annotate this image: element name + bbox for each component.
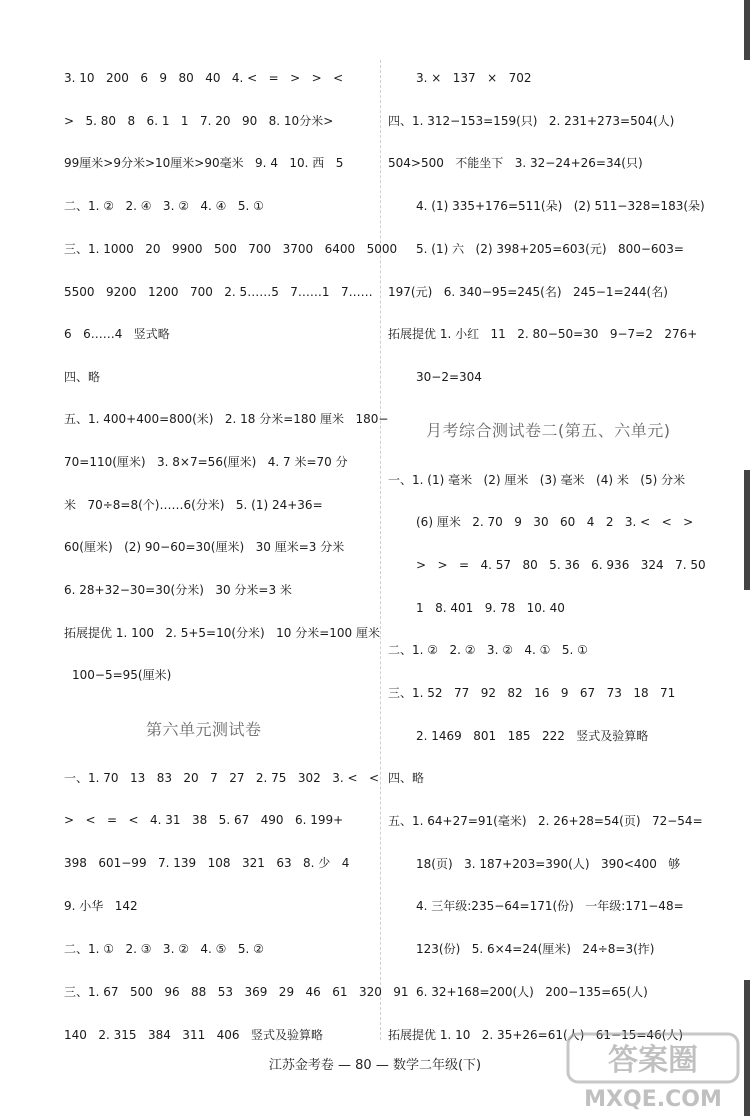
answer-line: 一、1. 70 13 83 20 7 27 2. 75 302 3. < <	[64, 771, 380, 785]
answer-line: 18(页) 3. 187+203=390(人) 390<400 够	[416, 857, 681, 871]
answer-line: 197(元) 6. 340−95=245(名) 245−1=244(名)	[388, 285, 668, 299]
answer-line: 四、略	[388, 771, 425, 785]
answer-line: 4. (1) 335+176=511(朵) (2) 511−328=183(朵)	[416, 199, 705, 213]
answer-line: 米 70÷8=8(个)……6(分米) 5. (1) 24+36=	[64, 498, 323, 512]
answer-line: 2. 1469 801 185 222 竖式及验算略	[416, 729, 649, 743]
answer-line: (6) 厘米 2. 70 9 30 60 4 2 3. < < >	[416, 515, 694, 529]
answer-line: 70=110(厘米) 3. 8×7=56(厘米) 4. 7 米=70 分	[64, 455, 348, 469]
answer-line: 拓展提优 1. 小红 11 2. 80−50=30 9−7=2 276+	[388, 327, 698, 341]
answer-line: 5500 9200 1200 700 2. 5……5 7……1 7……	[64, 285, 373, 299]
answer-line: 6. 32+168=200(人) 200−135=65(人)	[416, 985, 648, 999]
answer-line: 6. 28+32−30=30(分米) 30 分米=3 米	[64, 583, 292, 597]
answer-line: 4. 三年级:235−64=171(份) 一年级:171−48=	[416, 899, 684, 913]
answer-line: 拓展提优 1. 100 2. 5+5=10(分米) 10 分米=100 厘米	[64, 626, 381, 640]
answer-line: 四、略	[64, 370, 101, 384]
answer-line: 504>500 不能坐下 3. 32−24+26=34(只)	[388, 156, 643, 170]
column-divider	[380, 60, 381, 1040]
answer-line: 30−2=304	[416, 370, 482, 384]
answer-line: > 5. 80 8 6. 1 1 7. 20 90 8. 10分米>	[64, 114, 334, 128]
answer-line: 五、1. 64+27=91(毫米) 2. 26+28=54(页) 72−54=	[388, 814, 703, 828]
footer-text: 江苏金考卷 — 80 — 数学二年级(下)	[268, 1058, 482, 1073]
answer-line: 五、1. 400+400=800(米) 2. 18 分米=180 厘米 180−	[64, 412, 389, 426]
page-edge-mark	[744, 980, 750, 1116]
page-edge-mark	[744, 470, 750, 590]
watermark-logo	[564, 1028, 742, 1114]
answer-line: 三、1. 67 500 96 88 53 369 29 46 61 320 91	[64, 985, 409, 999]
answer-line: 9. 小华 142	[64, 899, 138, 913]
answer-line: 二、1. ① 2. ③ 3. ② 4. ⑤ 5. ②	[64, 942, 264, 956]
section-title: 月考综合测试卷二(第五、六单元)	[426, 421, 671, 440]
answer-line: 398 601−99 7. 139 108 321 63 8. 少 4	[64, 856, 350, 870]
answer-line: 100−5=95(厘米)	[72, 668, 172, 682]
answer-line: 99厘米>9分米>10厘米>90毫米 9. 4 10. 西 5	[64, 156, 344, 170]
answer-line: 3. × 137 × 702	[416, 71, 532, 85]
answer-line: > < = < 4. 31 38 5. 67 490 6. 199+	[64, 813, 344, 827]
answer-line: 二、1. ② 2. ② 3. ② 4. ① 5. ①	[388, 643, 588, 657]
answer-line: 5. (1) 六 (2) 398+205=603(元) 800−603=	[416, 242, 684, 256]
answer-line: 1 8. 401 9. 78 10. 40	[416, 601, 565, 615]
answer-line: 二、1. ② 2. ④ 3. ② 4. ④ 5. ①	[64, 199, 264, 213]
answer-line: 6 6……4 竖式略	[64, 327, 170, 341]
watermark-line1: 答案圈	[608, 1043, 698, 1078]
answer-line: 60(厘米) (2) 90−60=30(厘米) 30 厘米=3 分米	[64, 540, 345, 554]
answer-line: 123(份) 5. 6×4=24(厘米) 24÷8=3(拃)	[416, 942, 655, 956]
answer-line: 三、1. 1000 20 9900 500 700 3700 6400 5000	[64, 242, 398, 256]
section-title: 第六单元测试卷	[146, 720, 262, 739]
answer-line: 四、1. 312−153=159(只) 2. 231+273=504(人)	[388, 114, 675, 128]
watermark-line2: MXQE.COM	[584, 1087, 722, 1112]
answer-line: > > = 4. 57 80 5. 36 6. 936 324 7. 50	[416, 558, 706, 572]
answer-line: 一、1. (1) 毫米 (2) 厘米 (3) 毫米 (4) 米 (5) 分米	[388, 473, 686, 487]
answer-line: 拓展提优 1. 10 2. 35+26=61(人) 61−15=46(人)	[388, 1028, 684, 1042]
answer-line: 3. 10 200 6 9 80 40 4. < = > > <	[64, 71, 344, 85]
answer-line: 三、1. 52 77 92 82 16 9 67 73 18 71	[388, 686, 676, 700]
answer-line: 140 2. 315 384 311 406 竖式及验算略	[64, 1028, 324, 1042]
page-edge-mark	[744, 0, 750, 60]
